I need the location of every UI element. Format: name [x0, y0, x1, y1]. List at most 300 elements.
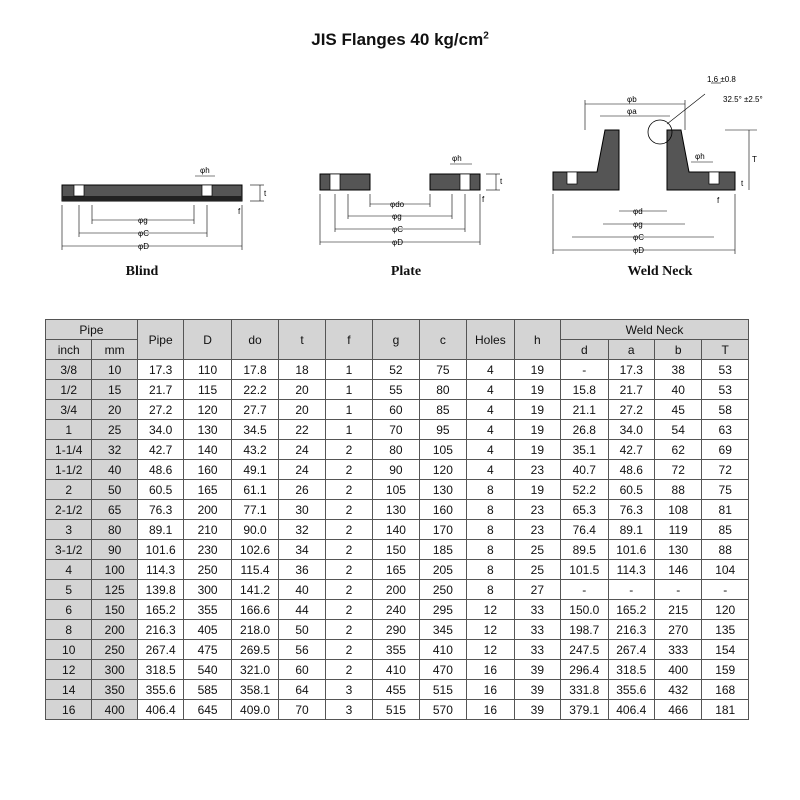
table-cell: 2	[325, 600, 372, 620]
table-cell: 25	[514, 560, 560, 580]
table-cell: 45	[654, 400, 701, 420]
table-cell: 198.7	[561, 620, 608, 640]
table-cell: 20	[92, 400, 137, 420]
table-cell: 89.1	[137, 520, 183, 540]
page-title	[0, 30, 800, 50]
table-cell: 150	[373, 540, 419, 560]
header-h: h	[514, 320, 560, 360]
table-cell: 33	[514, 640, 560, 660]
table-cell: 39	[514, 680, 560, 700]
table-cell: 410	[419, 640, 466, 660]
table-row	[46, 700, 749, 720]
table-cell: 4	[467, 400, 514, 420]
table-cell: 2	[325, 660, 372, 680]
table-cell: 114.3	[137, 560, 183, 580]
table-row	[46, 440, 749, 460]
plate-t-label: t	[500, 177, 503, 186]
table-cell: 120	[419, 460, 466, 480]
table-cell: 355.6	[137, 680, 183, 700]
table-cell: 72	[654, 460, 701, 480]
table-cell: 60.5	[137, 480, 183, 500]
table-cell: 61.1	[231, 480, 278, 500]
wn-g-label: φg	[633, 220, 643, 229]
table-cell: 8	[467, 520, 514, 540]
table-row	[46, 360, 749, 380]
table-row	[46, 640, 749, 660]
table-cell: 4	[467, 440, 514, 460]
table-cell: 1-1/4	[46, 440, 92, 460]
table-cell: 6	[46, 600, 92, 620]
table-cell: 60	[373, 400, 419, 420]
table-cell: 42.7	[608, 440, 654, 460]
blind-c-label: φC	[138, 229, 149, 238]
table-cell: 333	[654, 640, 701, 660]
table-cell: 200	[92, 620, 137, 640]
table-cell: 250	[184, 560, 231, 580]
table-cell: 89.5	[561, 540, 608, 560]
table-cell: 30	[279, 500, 325, 520]
plate-c-label: φC	[392, 225, 403, 234]
table-cell: 14	[46, 680, 92, 700]
table-cell: 24	[279, 460, 325, 480]
table-cell: 21.1	[561, 400, 608, 420]
table-cell: 120	[702, 600, 749, 620]
table-cell: 15.8	[561, 380, 608, 400]
table-cell: 318.5	[137, 660, 183, 680]
table-cell: 90	[373, 460, 419, 480]
table-cell: 65	[92, 500, 137, 520]
table-row	[46, 380, 749, 400]
table-row	[46, 460, 749, 480]
table-cell: 40	[279, 580, 325, 600]
table-cell: 48.6	[608, 460, 654, 480]
table-cell: 170	[419, 520, 466, 540]
table-cell: 470	[419, 660, 466, 680]
table-cell: 150.0	[561, 600, 608, 620]
table-cell: 300	[92, 660, 137, 680]
table-cell: 104	[702, 560, 749, 580]
table-cell: -	[561, 360, 608, 380]
table-row	[46, 480, 749, 500]
table-row	[46, 560, 749, 580]
table-cell: 20	[279, 380, 325, 400]
weld-neck-flange-diagram	[545, 72, 780, 262]
wn-bevel-angle-label: 32.5° ±2.5°	[723, 95, 763, 104]
table-cell: 165	[373, 560, 419, 580]
table-cell: 247.5	[561, 640, 608, 660]
table-cell: 80	[419, 380, 466, 400]
header-pipe-group: Pipe	[46, 320, 138, 340]
table-cell: 1/2	[46, 380, 92, 400]
table-cell: 300	[184, 580, 231, 600]
table-cell: 18	[279, 360, 325, 380]
blind-flange-diagram	[50, 160, 280, 260]
table-cell: 8	[467, 540, 514, 560]
table-cell: 355.6	[608, 680, 654, 700]
table-cell: 33	[514, 620, 560, 640]
table-cell: 81	[702, 500, 749, 520]
table-cell: 4	[467, 460, 514, 480]
table-cell: 76.3	[608, 500, 654, 520]
table-cell: 50	[279, 620, 325, 640]
table-cell: 3/4	[46, 400, 92, 420]
table-cell: 25	[92, 420, 137, 440]
table-cell: 146	[654, 560, 701, 580]
table-cell: 515	[419, 680, 466, 700]
table-cell: 12	[467, 640, 514, 660]
blind-caption: Blind	[125, 264, 159, 279]
table-cell: 12	[46, 660, 92, 680]
header-inch: inch	[46, 340, 92, 360]
table-cell: 159	[702, 660, 749, 680]
blind-f-label: f	[238, 207, 241, 216]
table-cell: 63	[702, 420, 749, 440]
table-cell: 130	[184, 420, 231, 440]
table-cell: 4	[467, 360, 514, 380]
table-cell: 39	[514, 660, 560, 680]
table-cell: 16	[46, 700, 92, 720]
table-cell: 350	[92, 680, 137, 700]
table-cell: 38	[654, 360, 701, 380]
table-cell: 34.5	[231, 420, 278, 440]
blind-t-label: t	[264, 189, 267, 198]
table-cell: 295	[419, 600, 466, 620]
table-cell: 19	[514, 400, 560, 420]
table-cell: 39	[514, 700, 560, 720]
table-cell: 150	[92, 600, 137, 620]
table-cell: 270	[654, 620, 701, 640]
table-cell: 10	[92, 360, 137, 380]
title-superscript: 2	[483, 30, 489, 42]
table-cell: 44	[279, 600, 325, 620]
table-cell: 250	[419, 580, 466, 600]
table-cell: 34	[279, 540, 325, 560]
table-cell: 405	[184, 620, 231, 640]
table-cell: 570	[419, 700, 466, 720]
header-wn-d: d	[561, 340, 608, 360]
table-row	[46, 580, 749, 600]
table-cell: 119	[654, 520, 701, 540]
table-row	[46, 540, 749, 560]
table-cell: 318.5	[608, 660, 654, 680]
table-cell: 22.2	[231, 380, 278, 400]
header-c: c	[419, 320, 466, 360]
table-cell: 77.1	[231, 500, 278, 520]
wn-h-label: φh	[695, 152, 705, 161]
table-cell: 406.4	[608, 700, 654, 720]
table-cell: 26.8	[561, 420, 608, 440]
table-cell: 108	[654, 500, 701, 520]
table-cell: 2	[46, 480, 92, 500]
table-cell: 4	[46, 560, 92, 580]
table-cell: 4	[467, 420, 514, 440]
table-cell: 33	[514, 600, 560, 620]
plate-h-label: φh	[452, 154, 462, 163]
table-cell: 267.4	[137, 640, 183, 660]
table-cell: 166.6	[231, 600, 278, 620]
table-cell: 1	[46, 420, 92, 440]
table-cell: 130	[654, 540, 701, 560]
table-cell: 2-1/2	[46, 500, 92, 520]
table-cell: 3/8	[46, 360, 92, 380]
table-row	[46, 620, 749, 640]
table-cell: 64	[279, 680, 325, 700]
table-cell: 34.0	[608, 420, 654, 440]
table-cell: 355	[373, 640, 419, 660]
table-cell: 475	[184, 640, 231, 660]
table-cell: 3	[325, 680, 372, 700]
wn-f-label: f	[717, 196, 720, 205]
table-cell: 23	[514, 460, 560, 480]
table-cell: 62	[654, 440, 701, 460]
table-cell: 2	[325, 460, 372, 480]
table-cell: 16	[467, 660, 514, 680]
table-cell: 21.7	[137, 380, 183, 400]
plate-f-label: f	[482, 195, 485, 204]
table-cell: -	[702, 580, 749, 600]
table-cell: 12	[467, 620, 514, 640]
table-cell: 400	[92, 700, 137, 720]
table-cell: 58	[702, 400, 749, 420]
table-cell: 72	[702, 460, 749, 480]
table-cell: 205	[419, 560, 466, 580]
table-cell: 240	[373, 600, 419, 620]
header-g: g	[373, 320, 419, 360]
table-cell: 409.0	[231, 700, 278, 720]
table-cell: 2	[325, 480, 372, 500]
table-cell: 1	[325, 400, 372, 420]
plate-g-label: φg	[392, 212, 402, 221]
table-cell: 432	[654, 680, 701, 700]
table-cell: 17.8	[231, 360, 278, 380]
table-cell: 2	[325, 620, 372, 640]
table-cell: 1	[325, 420, 372, 440]
header-weld-neck: Weld Neck	[561, 320, 749, 340]
table-cell: 102.6	[231, 540, 278, 560]
table-cell: 32	[279, 520, 325, 540]
table-cell: 55	[373, 380, 419, 400]
table-cell: 19	[514, 480, 560, 500]
table-cell: 2	[325, 640, 372, 660]
table-cell: 23	[514, 520, 560, 540]
wn-b-label: φb	[627, 95, 637, 104]
table-cell: 53	[702, 380, 749, 400]
table-cell: -	[608, 580, 654, 600]
header-pipe: Pipe	[137, 320, 183, 360]
table-cell: 52.2	[561, 480, 608, 500]
table-cell: 345	[419, 620, 466, 640]
table-cell: 165.2	[608, 600, 654, 620]
table-cell: 48.6	[137, 460, 183, 480]
table-cell: 455	[373, 680, 419, 700]
table-cell: 40	[92, 460, 137, 480]
table-cell: 140	[184, 440, 231, 460]
table-cell: 40	[654, 380, 701, 400]
table-cell: 8	[467, 560, 514, 580]
title-text: JIS Flanges 40 kg/cm	[311, 30, 484, 49]
table-cell: 200	[184, 500, 231, 520]
wn-D-label: φD	[633, 246, 644, 255]
table-cell: 80	[373, 440, 419, 460]
table-cell: 215	[654, 600, 701, 620]
blind-d-label: φD	[138, 242, 149, 251]
table-cell: 19	[514, 440, 560, 460]
table-cell: 17.3	[608, 360, 654, 380]
table-cell: 267.4	[608, 640, 654, 660]
table-cell: 466	[654, 700, 701, 720]
table-row	[46, 500, 749, 520]
table-cell: 27.2	[137, 400, 183, 420]
table-cell: 355	[184, 600, 231, 620]
table-cell: 90	[92, 540, 137, 560]
plate-flange-diagram	[310, 150, 510, 255]
table-cell: 12	[467, 600, 514, 620]
table-cell: 75	[702, 480, 749, 500]
table-cell: 3	[325, 700, 372, 720]
table-cell: 76.4	[561, 520, 608, 540]
blind-g-label: φg	[138, 216, 148, 225]
header-wn-T: T	[702, 340, 749, 360]
table-cell: 210	[184, 520, 231, 540]
table-cell: 101.6	[137, 540, 183, 560]
table-cell: 406.4	[137, 700, 183, 720]
table-cell: 100	[92, 560, 137, 580]
table-cell: 34.0	[137, 420, 183, 440]
table-cell: 130	[373, 500, 419, 520]
table-cell: 105	[373, 480, 419, 500]
table-row	[46, 660, 749, 680]
table-cell: 290	[373, 620, 419, 640]
table-cell: 2	[325, 560, 372, 580]
table-cell: 115	[184, 380, 231, 400]
table-cell: 76.3	[137, 500, 183, 520]
header-holes: Holes	[467, 320, 514, 360]
table-cell: 32	[92, 440, 137, 460]
table-cell: 135	[702, 620, 749, 640]
table-cell: 1	[325, 380, 372, 400]
flange-spec-table	[45, 319, 749, 720]
header-f: f	[325, 320, 372, 360]
table-cell: 35.1	[561, 440, 608, 460]
table-cell: -	[561, 580, 608, 600]
table-cell: 168	[702, 680, 749, 700]
table-cell: 70	[279, 700, 325, 720]
table-cell: 88	[702, 540, 749, 560]
table-cell: 89.1	[608, 520, 654, 540]
table-cell: 16	[467, 700, 514, 720]
table-cell: 269.5	[231, 640, 278, 660]
table-cell: 181	[702, 700, 749, 720]
table-cell: 140	[373, 520, 419, 540]
table-cell: 296.4	[561, 660, 608, 680]
table-cell: 25	[514, 540, 560, 560]
table-cell: 160	[184, 460, 231, 480]
header-mm: mm	[92, 340, 137, 360]
table-cell: 645	[184, 700, 231, 720]
plate-do-label: φdo	[390, 200, 405, 209]
table-cell: 85	[419, 400, 466, 420]
wn-d-label: φd	[633, 207, 643, 216]
table-cell: 27.7	[231, 400, 278, 420]
table-cell: 2	[325, 580, 372, 600]
table-cell: 1	[325, 360, 372, 380]
table-cell: 23	[514, 500, 560, 520]
table-cell: 218.0	[231, 620, 278, 640]
table-cell: 42.7	[137, 440, 183, 460]
table-cell: 2	[325, 520, 372, 540]
table-cell: 2	[325, 500, 372, 520]
table-cell: 8	[467, 580, 514, 600]
table-cell: 154	[702, 640, 749, 660]
blind-h-label: φh	[200, 166, 210, 175]
header-D: D	[184, 320, 231, 360]
table-cell: 52	[373, 360, 419, 380]
table-cell: 22	[279, 420, 325, 440]
table-cell: 19	[514, 360, 560, 380]
table-cell: 379.1	[561, 700, 608, 720]
table-cell: 3-1/2	[46, 540, 92, 560]
table-cell: 49.1	[231, 460, 278, 480]
table-body	[46, 360, 749, 720]
wn-T-label: T	[752, 155, 757, 164]
table-cell: 4	[467, 380, 514, 400]
table-cell: 400	[654, 660, 701, 680]
header-do: do	[231, 320, 278, 360]
table-cell: -	[654, 580, 701, 600]
table-cell: 101.6	[608, 540, 654, 560]
table-cell: 160	[419, 500, 466, 520]
table-cell: 515	[373, 700, 419, 720]
table-row	[46, 420, 749, 440]
table-cell: 8	[467, 500, 514, 520]
plate-d-label: φD	[392, 238, 403, 247]
table-cell: 165	[184, 480, 231, 500]
table-cell: 15	[92, 380, 137, 400]
table-cell: 95	[419, 420, 466, 440]
table-cell: 65.3	[561, 500, 608, 520]
table-cell: 20	[279, 400, 325, 420]
table-cell: 90.0	[231, 520, 278, 540]
table-cell: 139.8	[137, 580, 183, 600]
table-row	[46, 400, 749, 420]
table-cell: 358.1	[231, 680, 278, 700]
table-cell: 36	[279, 560, 325, 580]
table-cell: 101.5	[561, 560, 608, 580]
table-row	[46, 520, 749, 540]
table-cell: 75	[419, 360, 466, 380]
table-cell: 125	[92, 580, 137, 600]
table-cell: 165.2	[137, 600, 183, 620]
table-cell: 216.3	[137, 620, 183, 640]
table-cell: 200	[373, 580, 419, 600]
wn-c-label: φC	[633, 233, 644, 242]
header-wn-b: b	[654, 340, 701, 360]
table-row	[46, 680, 749, 700]
table-cell: 114.3	[608, 560, 654, 580]
table-cell: 17.3	[137, 360, 183, 380]
table-cell: 24	[279, 440, 325, 460]
table-cell: 120	[184, 400, 231, 420]
table-cell: 26	[279, 480, 325, 500]
table-cell: 130	[419, 480, 466, 500]
table-cell: 19	[514, 420, 560, 440]
table-cell: 1-1/2	[46, 460, 92, 480]
table-cell: 2	[325, 440, 372, 460]
table-cell: 54	[654, 420, 701, 440]
table-cell: 10	[46, 640, 92, 660]
table-cell: 216.3	[608, 620, 654, 640]
table-cell: 8	[46, 620, 92, 640]
